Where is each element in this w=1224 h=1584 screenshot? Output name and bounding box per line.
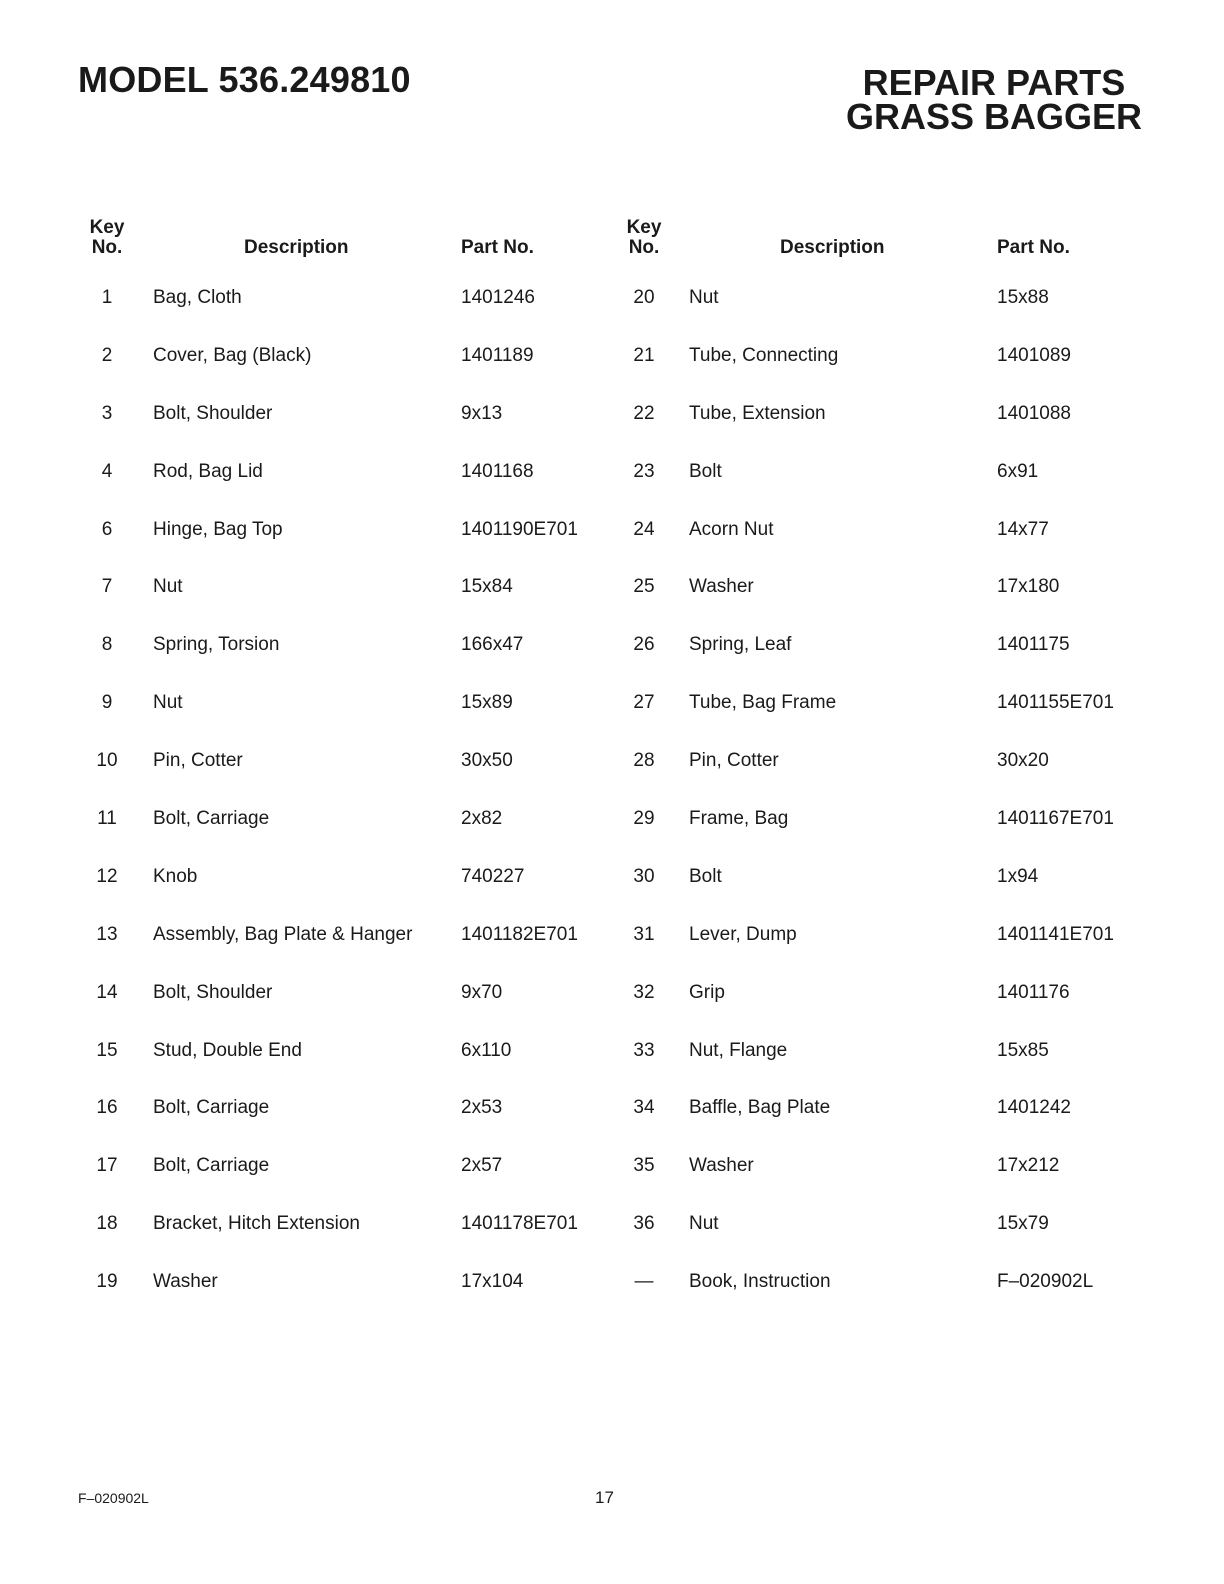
table-row <box>0 866 1224 924</box>
left-key-cell: 12 <box>96 865 118 887</box>
right-key-cell: 33 <box>633 1039 655 1061</box>
model-title: MODEL 536.249810 <box>78 59 411 100</box>
right-part-cell: 15x85 <box>997 1039 1049 1061</box>
left-description-cell: Nut <box>153 692 183 714</box>
left-description-cell: Knob <box>153 865 198 887</box>
left-part-cell: 30x50 <box>461 750 513 772</box>
left-key-cell: 10 <box>96 750 118 772</box>
right-description-cell: Tube, Connecting <box>689 344 839 366</box>
right-part-cell: 1401242 <box>997 1097 1071 1119</box>
right-part-cell: 1401088 <box>997 402 1071 424</box>
right-part-cell: 1401089 <box>997 344 1071 366</box>
right-key-cell: 30 <box>633 865 655 887</box>
left-key-cell: 2 <box>101 344 113 366</box>
footer-document-code: F–020902L <box>78 1490 149 1506</box>
right-key-cell: 20 <box>633 287 655 308</box>
left-key-cell: 19 <box>96 1271 118 1293</box>
table-row <box>0 1097 1224 1155</box>
left-description-cell: Bolt, Shoulder <box>153 402 273 424</box>
right-description-cell: Tube, Bag Frame <box>689 692 837 714</box>
right-description-cell: Nut <box>689 287 719 308</box>
table-row <box>0 519 1224 577</box>
right-key-cell: 31 <box>633 923 655 945</box>
right-description-cell: Spring, Leaf <box>689 634 792 656</box>
left-description-cell: Bracket, Hitch Extension <box>153 1213 360 1235</box>
left-key-cell: 15 <box>96 1039 118 1061</box>
right-description-cell: Tube, Extension <box>689 402 826 424</box>
left-key-cell: 11 <box>97 808 117 830</box>
right-key-cell: 24 <box>633 518 655 540</box>
right-key-cell: 21 <box>633 344 655 366</box>
right-description-cell: Nut, Flange <box>689 1039 788 1061</box>
left-key-cell: 4 <box>101 460 113 482</box>
document-title <box>845 62 1142 137</box>
right-description-cell: Acorn Nut <box>689 518 774 540</box>
left-key-cell: 8 <box>101 634 113 656</box>
left-part-cell: 1401246 <box>461 287 535 308</box>
left-description-cell: Bag, Cloth <box>153 287 242 308</box>
right-description-cell: Book, Instruction <box>689 1271 831 1293</box>
left-description-cell: Rod, Bag Lid <box>153 460 263 482</box>
right-part-cell: 17x180 <box>997 576 1060 598</box>
left-description-cell: Assembly, Bag Plate & Hanger <box>153 923 413 945</box>
left-description-cell: Bolt, Shoulder <box>153 981 273 1003</box>
right-key-cell: — <box>634 1271 654 1293</box>
table-row <box>0 634 1224 692</box>
right-part-cell: 14x77 <box>997 518 1049 540</box>
left-description-cell: Bolt, Carriage <box>153 1155 270 1177</box>
left-part-cell: 740227 <box>461 865 525 887</box>
table-row <box>0 1155 1224 1213</box>
left-key-cell: 3 <box>101 402 113 424</box>
right-part-cell: 15x79 <box>997 1213 1049 1235</box>
right-description-cell: Lever, Dump <box>689 923 797 945</box>
right-key-cell: 28 <box>633 750 655 772</box>
right-key-cell: 36 <box>633 1213 655 1235</box>
table-row <box>0 1271 1224 1329</box>
left-key-cell: 13 <box>96 923 118 945</box>
left-description-cell: Washer <box>153 1271 218 1293</box>
left-part-cell: 166x47 <box>461 634 524 656</box>
left-part-cell: 2x82 <box>461 808 503 830</box>
left-key-cell: 9 <box>101 692 113 714</box>
right-part-cell: 30x20 <box>997 750 1049 772</box>
left-part-cell: 1401182E701 <box>461 923 578 945</box>
left-description-header: Description <box>244 237 349 258</box>
right-part-cell: 1x94 <box>997 865 1039 887</box>
left-description-cell: Stud, Double End <box>153 1039 302 1061</box>
right-key-header <box>614 218 674 258</box>
key-header-line2: No. <box>91 237 123 258</box>
key-header-line1: Key <box>626 217 662 238</box>
right-key-cell: 34 <box>633 1097 655 1119</box>
right-part-cell: 15x88 <box>997 287 1049 308</box>
right-description-cell: Pin, Cotter <box>689 750 779 772</box>
left-key-cell: 14 <box>96 981 118 1003</box>
right-description-cell: Washer <box>689 1155 754 1177</box>
left-part-cell: 2x53 <box>461 1097 503 1119</box>
left-description-cell: Spring, Torsion <box>153 634 280 656</box>
left-description-cell: Bolt, Carriage <box>153 1097 270 1119</box>
table-row <box>0 982 1224 1040</box>
table-row <box>0 287 1224 345</box>
right-key-cell: 25 <box>633 576 655 598</box>
right-part-cell: 17x212 <box>997 1155 1060 1177</box>
right-key-cell: 27 <box>633 692 655 714</box>
right-part-no-header: Part No. <box>997 237 1070 258</box>
right-part-cell: 6x91 <box>997 460 1039 482</box>
right-part-cell: 1401167E701 <box>997 808 1114 830</box>
right-description-cell: Frame, Bag <box>689 808 789 830</box>
right-key-cell: 29 <box>633 808 655 830</box>
left-part-cell: 15x89 <box>461 692 513 714</box>
table-row <box>0 345 1224 403</box>
table-row <box>0 1040 1224 1098</box>
right-part-cell: 1401141E701 <box>997 923 1114 945</box>
left-part-cell: 1401168 <box>461 460 534 482</box>
left-description-cell: Nut <box>153 576 183 598</box>
left-key-cell: 16 <box>96 1097 118 1119</box>
left-part-cell: 1401189 <box>461 344 534 366</box>
left-key-cell: 1 <box>101 287 113 308</box>
right-part-cell: 1401155E701 <box>997 692 1114 714</box>
left-part-cell: 2x57 <box>461 1155 503 1177</box>
title-line-1: REPAIR PARTS <box>862 62 1126 103</box>
left-key-header <box>77 218 137 258</box>
parts-table <box>0 287 1224 1329</box>
table-row <box>0 808 1224 866</box>
right-key-cell: 22 <box>633 402 655 424</box>
right-description-cell: Bolt <box>689 460 722 482</box>
table-row <box>0 1213 1224 1271</box>
title-line-2: GRASS BAGGER <box>845 96 1142 137</box>
key-header-line2: No. <box>628 237 660 258</box>
table-row <box>0 576 1224 634</box>
left-part-cell: 9x70 <box>461 981 503 1003</box>
right-part-cell: F–020902L <box>997 1271 1094 1293</box>
left-part-cell: 17x104 <box>461 1271 524 1293</box>
right-description-cell: Bolt <box>689 865 722 887</box>
right-key-cell: 35 <box>633 1155 655 1177</box>
left-part-cell: 1401178E701 <box>461 1213 578 1235</box>
right-description-cell: Washer <box>689 576 754 598</box>
left-part-no-header: Part No. <box>461 237 534 258</box>
left-description-cell: Hinge, Bag Top <box>153 518 283 540</box>
left-description-cell: Pin, Cotter <box>153 750 243 772</box>
left-key-cell: 17 <box>96 1155 118 1177</box>
right-key-cell: 26 <box>633 634 655 656</box>
left-part-cell: 9x13 <box>461 402 503 424</box>
right-description-cell: Grip <box>689 981 725 1003</box>
table-row <box>0 750 1224 808</box>
table-row <box>0 461 1224 519</box>
left-description-cell: Cover, Bag (Black) <box>153 344 312 366</box>
right-description-cell: Baffle, Bag Plate <box>689 1097 831 1119</box>
left-key-cell: 6 <box>101 518 113 540</box>
table-row <box>0 692 1224 750</box>
right-part-cell: 1401175 <box>997 634 1070 656</box>
right-description-cell: Nut <box>689 1213 719 1235</box>
right-key-cell: 32 <box>633 981 655 1003</box>
right-part-cell: 1401176 <box>997 981 1070 1003</box>
left-description-cell: Bolt, Carriage <box>153 808 270 830</box>
table-row <box>0 924 1224 982</box>
key-header-line1: Key <box>89 217 125 238</box>
left-part-cell: 15x84 <box>461 576 513 598</box>
left-part-cell: 6x110 <box>461 1039 512 1061</box>
table-row <box>0 403 1224 461</box>
page-number: 17 <box>595 1488 614 1507</box>
right-key-cell: 23 <box>633 460 655 482</box>
left-key-cell: 18 <box>96 1213 118 1235</box>
left-part-cell: 1401190E701 <box>461 518 578 540</box>
left-key-cell: 7 <box>101 576 113 598</box>
right-description-header: Description <box>780 237 885 258</box>
